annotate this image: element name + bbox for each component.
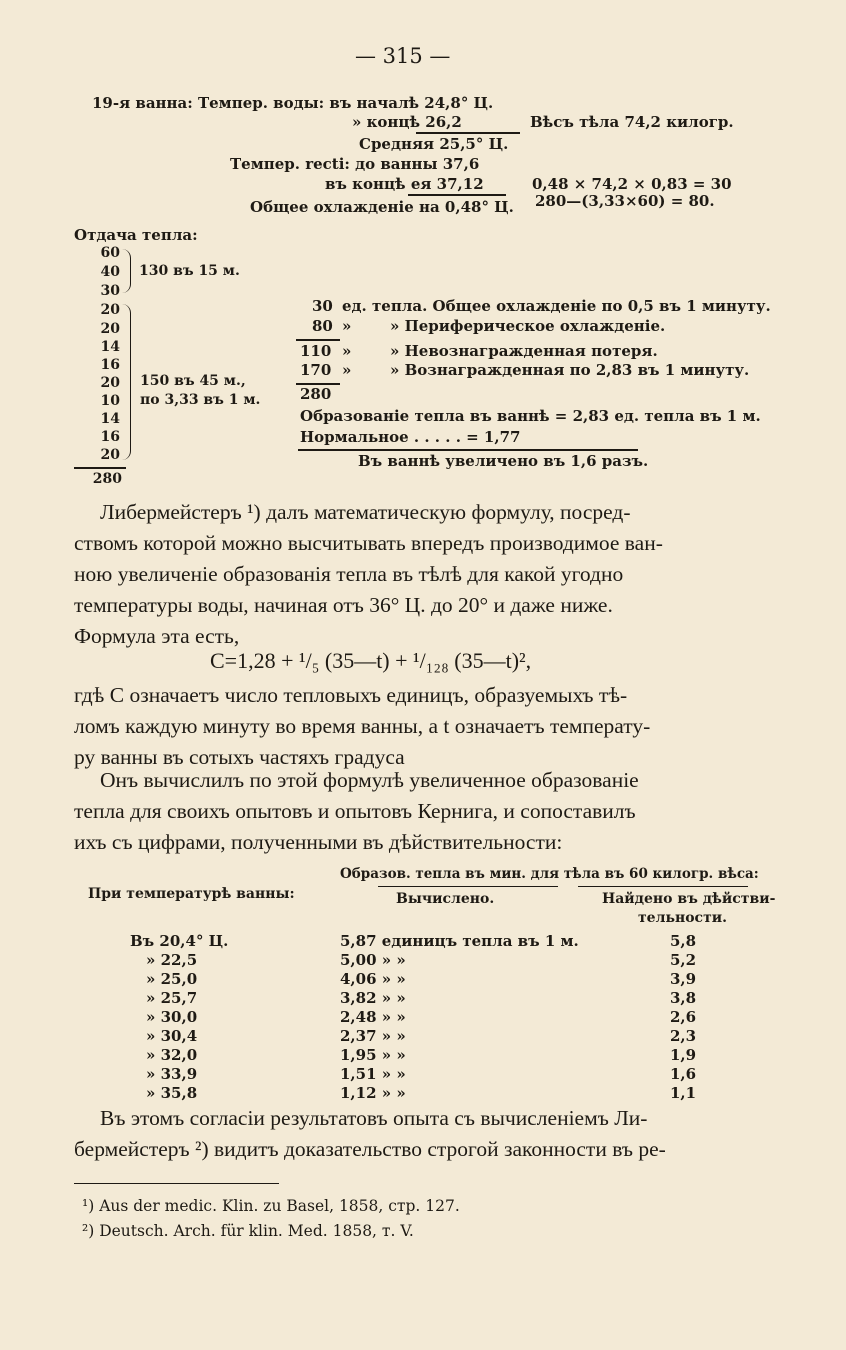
heat-line-num: 280 xyxy=(300,385,332,403)
text-line: ствомъ которой можно высчитывать впередъ производимое ван- xyxy=(74,531,663,555)
table-col-found: тельности. xyxy=(638,910,727,926)
table-cell-found: 2,3 xyxy=(670,1027,697,1045)
brace xyxy=(122,249,131,293)
table-cell-calc: 5,87 единицъ тепла въ 1 м. xyxy=(340,932,579,950)
divider xyxy=(296,339,340,341)
heat-value: 40 xyxy=(100,264,120,280)
bath-line-2: » концѣ 26,2 xyxy=(352,113,462,131)
text-line: Онъ вычислилъ по этой формулѣ увеличенное образованіе xyxy=(100,768,639,792)
text-line: бермейстеръ ²) видитъ доказательство строгой законности въ ре- xyxy=(74,1137,666,1161)
heat-increase: Въ ваннѣ увеличено въ 1,6 разъ. xyxy=(358,452,649,470)
text-line: ру ванны въ сотыхъ частяхъ градуса xyxy=(74,745,405,769)
footnote-rule xyxy=(74,1183,279,1184)
table-col-calc: Вычислено. xyxy=(396,891,495,907)
heat-line-text: ед. тепла. Общее охлажденіе по 0,5 въ 1 минуту. xyxy=(342,297,771,315)
table-cell-temp: » 35,8 xyxy=(146,1084,198,1102)
bath-mean: Средняя 25,5° Ц. xyxy=(359,135,509,153)
bath-line-1: 19-я ванна: Темпер. воды: въ началѣ 24,8° Ц. xyxy=(92,94,494,112)
heat-value: 16 xyxy=(100,357,120,373)
text-line: тепла для своихъ опытовъ и опытовъ Кернига, и сопоставилъ xyxy=(74,799,636,823)
text-line: ихъ съ цифрами, полученными въ дѣйствительности: xyxy=(74,830,563,854)
text-line: Либермейстеръ ¹) далъ математическую формулу, посред- xyxy=(100,500,631,524)
table-cell-calc: 1,12 » » xyxy=(340,1084,406,1102)
formula: C=1,28 + ¹/₅ (35—t) + ¹/₁₂₈ (35—t)², xyxy=(210,648,532,673)
heat-value: 20 xyxy=(100,321,120,337)
table-cell-calc: 5,00 » » xyxy=(340,951,406,969)
heat-value: 14 xyxy=(100,411,120,427)
divider xyxy=(378,886,558,887)
heat-line-q: » xyxy=(342,317,352,335)
text-line: Въ этомъ согласіи результатовъ опыта съ вычисленіемъ Ли- xyxy=(100,1106,648,1130)
table-col-temp: При температурѣ ванны: xyxy=(88,886,295,902)
heat-value: 14 xyxy=(100,339,120,355)
divider xyxy=(416,132,520,134)
calc-1: 0,48 × 74,2 × 0,83 = 30 xyxy=(532,175,732,193)
rectal-temp: Темпер. rectі: до ванны 37,6 xyxy=(230,155,480,173)
table-cell-calc: 2,48 » » xyxy=(340,1008,406,1026)
heat-line-num: 30 xyxy=(312,297,333,315)
table-cell-temp: Въ 20,4° Ц. xyxy=(130,932,229,950)
table-cell-found: 1,1 xyxy=(670,1084,697,1102)
table-cell-temp: » 22,5 xyxy=(146,951,198,969)
table-cell-calc: 1,95 » » xyxy=(340,1046,406,1064)
heat-line-q: » xyxy=(342,361,352,379)
text-line: ною увеличеніе образованія тепла въ тѣлѣ для какой угодно xyxy=(74,562,624,586)
brace-label: по 3,33 въ 1 м. xyxy=(140,392,261,408)
body-weight: Вѣсъ тѣла 74,2 килогр. xyxy=(530,113,734,131)
calc-2: 280—(3,33×60) = 80. xyxy=(535,192,715,210)
divider xyxy=(578,886,748,887)
table-cell-calc: 3,82 » » xyxy=(340,989,406,1007)
table-cell-found: 2,6 xyxy=(670,1008,697,1026)
table-cell-temp: » 25,0 xyxy=(146,970,198,988)
table-col-found: Найдено въ дѣйстви- xyxy=(602,891,776,907)
divider xyxy=(298,449,638,451)
table-cell-temp: » 30,0 xyxy=(146,1008,198,1026)
text-line: температуры воды, начиная отъ 36° Ц. до 20° и даже ниже. xyxy=(74,593,613,617)
brace-label: 130 въ 15 м. xyxy=(139,263,240,279)
divider xyxy=(408,194,506,196)
heat-title: Отдача тепла: xyxy=(74,226,198,244)
table-cell-calc: 2,37 » » xyxy=(340,1027,406,1045)
table-cell-temp: » 32,0 xyxy=(146,1046,198,1064)
heat-formation: Образованіе тепла въ ваннѣ = 2,83 ед. тепла въ 1 м. xyxy=(300,407,761,425)
table-group-header: Образов. тепла въ мин. для тѣла въ 60 килогр. вѣса: xyxy=(340,866,759,882)
heat-value: 20 xyxy=(100,302,120,318)
brace-label: 150 въ 45 м., xyxy=(140,373,246,389)
table-cell-found: 5,2 xyxy=(670,951,697,969)
table-cell-found: 3,9 xyxy=(670,970,697,988)
heat-line-num: 170 xyxy=(300,361,332,379)
heat-line-num: 110 xyxy=(300,342,332,360)
heat-line-num: 80 xyxy=(312,317,333,335)
heat-line-q: » xyxy=(342,342,352,360)
brace xyxy=(122,304,131,460)
text-line: гдѣ C означаетъ число тепловыхъ единицъ, образуемыхъ тѣ- xyxy=(74,683,628,707)
table-cell-found: 5,8 xyxy=(670,932,697,950)
heat-normal: Нормальное . . . . . = 1,77 xyxy=(300,428,521,446)
heat-value: 30 xyxy=(100,283,120,299)
footnote: ¹) Aus der medic. Klin. zu Basel, 1858, стр. 127. xyxy=(82,1197,460,1215)
heat-value: 16 xyxy=(100,429,120,445)
heat-line-text: » Периферическое охлажденіе. xyxy=(390,317,666,335)
table-cell-found: 3,8 xyxy=(670,989,697,1007)
table-cell-calc: 1,51 » » xyxy=(340,1065,406,1083)
text-line: ломъ каждую минуту во время ванны, а t означаетъ температу- xyxy=(74,714,651,738)
page-number: — 315 — xyxy=(355,44,451,68)
heat-value: 10 xyxy=(100,393,120,409)
heat-value: 20 xyxy=(100,447,120,463)
heat-value: 20 xyxy=(100,375,120,391)
footnote: ²) Deutsch. Arch. für klin. Med. 1858, т. V. xyxy=(82,1222,414,1240)
table-cell-temp: » 30,4 xyxy=(146,1027,198,1045)
table-cell-found: 1,6 xyxy=(670,1065,697,1083)
rectal-temp-end: въ концѣ ея 37,12 xyxy=(325,175,484,193)
text-line: Формула эта есть, xyxy=(74,624,240,648)
table-cell-found: 1,9 xyxy=(670,1046,697,1064)
heat-total: 280 xyxy=(92,471,122,487)
heat-value: 60 xyxy=(100,245,120,261)
table-cell-temp: » 25,7 xyxy=(146,989,198,1007)
table-cell-calc: 4,06 » » xyxy=(340,970,406,988)
heat-line-text: » Невознагражденная потеря. xyxy=(390,342,658,360)
heat-line-text: » Вознагражденная по 2,83 въ 1 минуту. xyxy=(390,361,750,379)
total-cooling: Общее охлажденіе на 0,48° Ц. xyxy=(250,198,514,216)
divider xyxy=(74,467,126,469)
table-cell-temp: » 33,9 xyxy=(146,1065,198,1083)
